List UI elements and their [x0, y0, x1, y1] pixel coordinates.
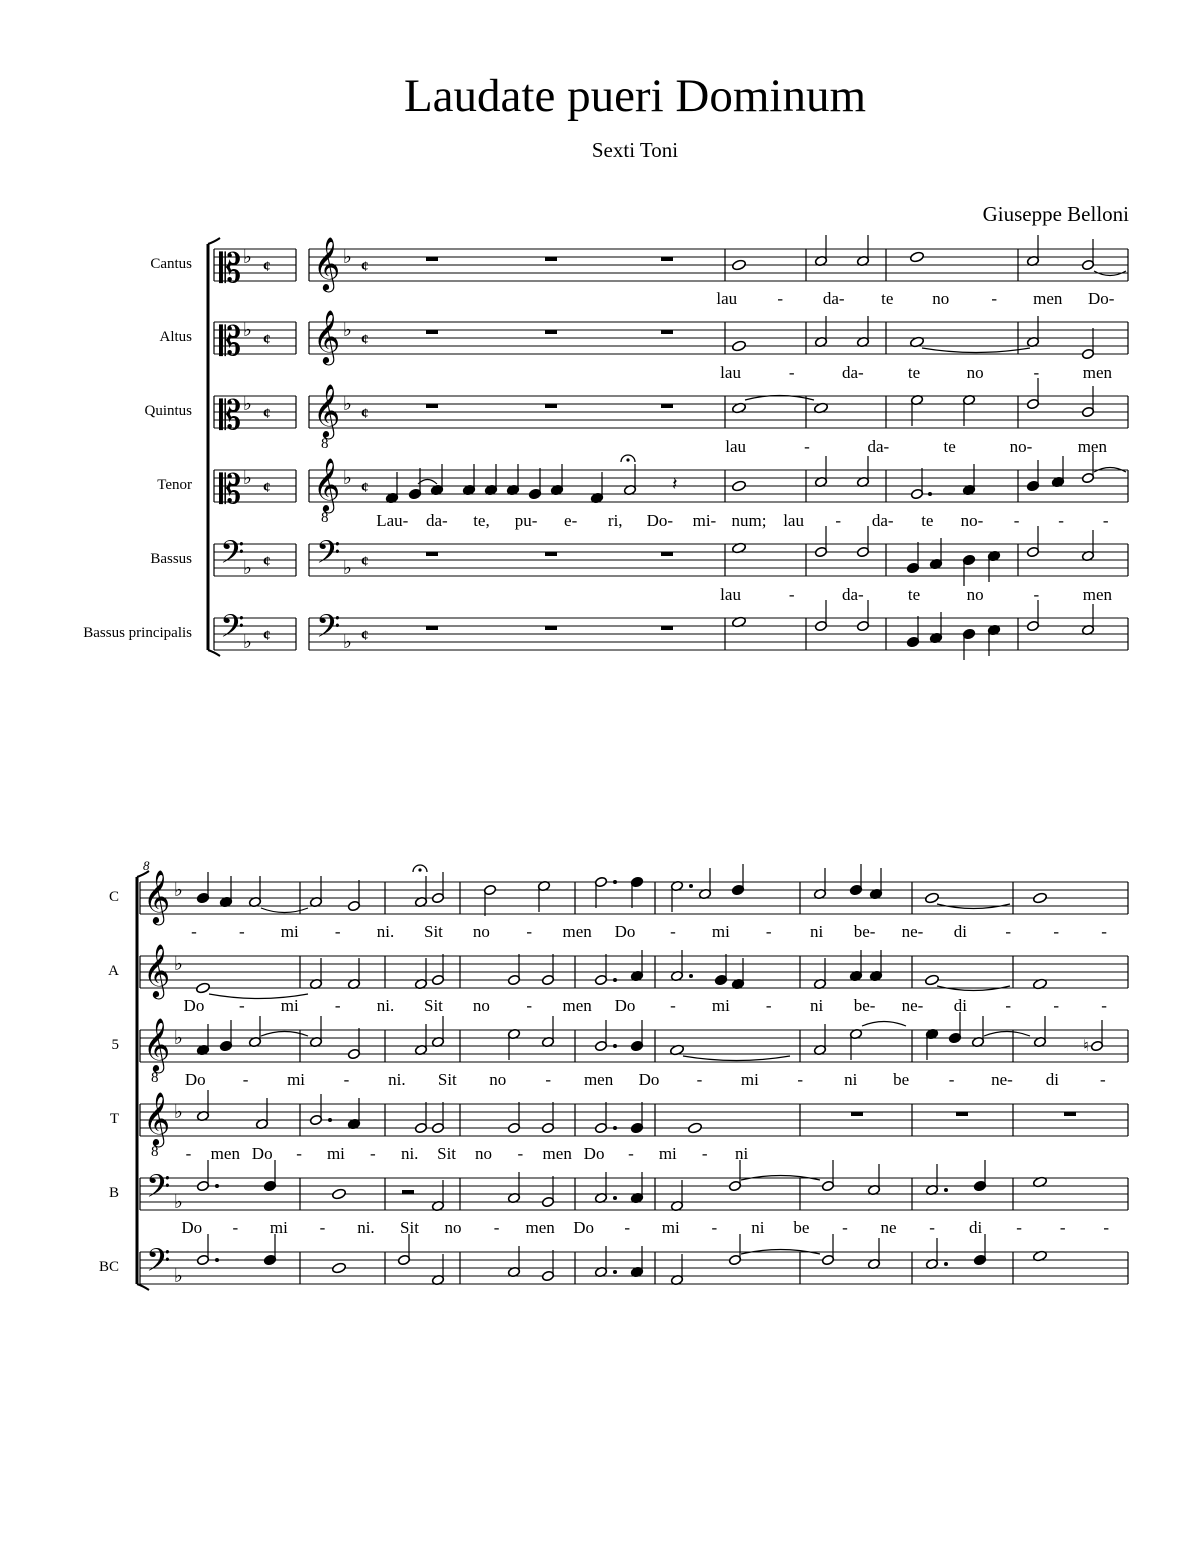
lyric-syllable: pu-	[514, 511, 538, 530]
bracket-hook	[208, 650, 220, 656]
flat-icon: ♭	[243, 557, 252, 579]
lyric-syllable: -	[1005, 996, 1012, 1015]
rest	[661, 552, 673, 556]
flat-icon: ♭	[174, 1101, 183, 1123]
lyric-syllable: -	[804, 437, 810, 456]
half-rest	[402, 1190, 414, 1194]
lyric-syllable: da-	[867, 437, 890, 456]
lyric-syllable: ni.	[357, 1218, 375, 1237]
lyric-syllable: ni.	[376, 996, 395, 1015]
augmentation-dot	[613, 880, 617, 884]
lyric-syllable: -	[296, 1144, 302, 1163]
lyric-syllable: Do-	[646, 511, 674, 530]
lyric-syllable: ne-	[901, 996, 924, 1015]
tie	[261, 908, 308, 913]
note	[732, 480, 747, 492]
lyric-syllable: ni.	[376, 922, 395, 941]
note	[332, 1188, 347, 1200]
flat-icon: ♭	[174, 1027, 183, 1049]
note	[910, 251, 925, 263]
lyric-syllable: te	[943, 437, 956, 456]
lyric-syllable: ni	[810, 996, 824, 1015]
quarter-rest-icon: 𝄽	[672, 474, 678, 495]
augmentation-dot	[215, 1258, 219, 1262]
lyric-syllable: Do	[638, 1070, 660, 1089]
lyric-syllable: -	[1053, 996, 1059, 1015]
lyric-syllable: da-	[841, 585, 864, 604]
flat-icon: ♭	[174, 953, 183, 975]
lyric-syllable: -	[991, 289, 998, 308]
flat-icon: ♭	[343, 557, 352, 579]
lyric-syllable: mi-	[692, 511, 717, 530]
rest	[661, 257, 673, 261]
part-name: Altus	[159, 329, 192, 345]
part-abbreviation: A	[108, 963, 119, 979]
flat-icon: ♭	[174, 1191, 183, 1213]
part-name: Quintus	[144, 403, 192, 419]
note	[196, 982, 211, 994]
lyric-syllable: e-	[564, 511, 578, 530]
lyric-syllable: -	[765, 996, 772, 1015]
treble-clef-icon: 𝄞	[143, 869, 171, 923]
rest	[426, 626, 438, 630]
lyric-syllable: no-	[1009, 437, 1033, 456]
lyric-syllable: men	[525, 1218, 555, 1237]
flat-icon: ♭	[243, 393, 252, 415]
note	[732, 340, 747, 352]
system-1	[83, 235, 1128, 660]
lyric-syllable: mi	[711, 996, 730, 1015]
lyric-syllable: mi	[740, 1070, 759, 1089]
lyric-syllable: -	[545, 1070, 551, 1089]
cut-time-icon: ¢	[361, 259, 369, 275]
lyric-syllable: mi	[326, 1144, 345, 1163]
tie	[922, 348, 1030, 353]
lyric-syllable: -	[232, 1218, 239, 1237]
lyric-syllable: -	[242, 1070, 249, 1089]
bass-clef-icon: 𝄢	[146, 1242, 171, 1286]
lyric-syllable: -	[624, 1218, 631, 1237]
lyric-syllable: lau	[720, 585, 741, 604]
lyric-syllable: -	[319, 1218, 326, 1237]
lyric-syllable: di	[953, 996, 967, 1015]
rest	[851, 1112, 863, 1116]
augmentation-dot	[944, 1188, 948, 1192]
treble-clef-icon: 𝄞	[313, 383, 341, 437]
augmentation-dot	[613, 1270, 617, 1274]
lyric-syllable: men	[542, 1144, 572, 1163]
bass-clef-icon: 𝄢	[316, 608, 341, 652]
part-name: Bassus principalis	[83, 625, 192, 641]
lyric-syllable: Do	[583, 1144, 605, 1163]
lyric-syllable: -	[1033, 363, 1040, 382]
lyric-syllable: Sit	[437, 1070, 457, 1089]
augmentation-dot	[689, 974, 693, 978]
cut-time-icon: ¢	[361, 406, 369, 422]
lyric-syllable: men	[583, 1070, 614, 1089]
lyric-syllable: ni	[844, 1070, 858, 1089]
lyric-syllable: ni.	[400, 1144, 419, 1163]
cut-time-icon: ¢	[263, 480, 271, 496]
lyric-syllable: -	[628, 1144, 634, 1163]
rest	[426, 330, 438, 334]
lyric-syllable: -	[711, 1218, 718, 1237]
lyric-syllable: -	[701, 1144, 708, 1163]
rest	[1064, 1112, 1076, 1116]
lyric-syllable: no	[966, 585, 984, 604]
flat-icon: ♭	[174, 879, 183, 901]
lyric-syllable: lau	[783, 511, 804, 530]
lyric-syllable: ni	[810, 922, 824, 941]
lyric-syllable: no	[932, 289, 950, 308]
fermata-dot	[626, 458, 629, 461]
c-clef-icon: 𝄡	[219, 319, 242, 365]
lyric-syllable: Do	[184, 1070, 206, 1089]
lyric-syllable: -	[1005, 922, 1012, 941]
rest	[545, 257, 557, 261]
lyric-syllable: ni.	[388, 1070, 406, 1089]
lyric-syllable: -	[1101, 996, 1107, 1015]
lyric-syllable: -	[670, 996, 676, 1015]
lyric-syllable: Do	[614, 996, 636, 1015]
flat-icon: ♭	[243, 319, 252, 341]
rest	[661, 626, 673, 630]
lyric-syllable: -	[343, 1070, 350, 1089]
treble-clef-icon: 𝄞	[313, 457, 341, 511]
lyric-syllable: lau	[716, 289, 738, 308]
lyric-syllable: di	[968, 1218, 983, 1237]
lyric-syllable: mi	[658, 1144, 677, 1163]
lyric-syllable: Do	[573, 1218, 595, 1237]
octave-marker: 8	[151, 1070, 159, 1086]
lyric-syllable: te	[881, 289, 894, 308]
lyric-syllable: men	[1033, 289, 1063, 308]
cut-time-icon: ¢	[361, 332, 369, 348]
flat-icon: ♭	[243, 467, 252, 489]
octave-marker: 8	[321, 436, 329, 452]
fermata-dot	[418, 868, 421, 871]
lyric-syllable: te	[921, 511, 934, 530]
part-name: Bassus	[150, 551, 192, 567]
lyric-syllable: -	[1016, 1218, 1022, 1237]
part-abbreviation: C	[108, 889, 119, 905]
flat-icon: ♭	[243, 246, 252, 268]
augmentation-dot	[613, 978, 617, 982]
system-2	[99, 858, 1128, 1290]
octave-marker: 8	[151, 1144, 159, 1160]
lyric-syllable: Sit	[423, 996, 443, 1015]
lyric-syllable: da-	[426, 511, 448, 530]
c-clef-icon: 𝄡	[219, 246, 242, 292]
flat-icon: ♭	[343, 319, 352, 341]
lyric-syllable: -	[1101, 922, 1107, 941]
treble-clef-icon: 𝄞	[143, 943, 171, 997]
treble-clef-icon: 𝄞	[313, 236, 341, 290]
cut-time-icon: ¢	[361, 480, 369, 496]
composer-name: Giuseppe Belloni	[982, 202, 1129, 226]
lyric-syllable: ne	[880, 1218, 897, 1237]
lyric-syllable: -	[1103, 1218, 1110, 1237]
lyric-syllable: te	[907, 363, 921, 382]
flat-icon: ♭	[174, 1265, 183, 1287]
augmentation-dot	[928, 492, 932, 496]
score-subtitle: Sexti Toni	[591, 138, 679, 162]
lyric-syllable: men	[210, 1144, 240, 1163]
lyric-syllable: no	[474, 1144, 492, 1163]
lyric-syllable: Sit	[423, 922, 443, 941]
lyric-syllable: -	[1013, 511, 1020, 530]
part-name: Cantus	[150, 256, 192, 272]
part-name: Tenor	[157, 477, 192, 493]
lyric-syllable: -	[239, 922, 245, 941]
flat-icon: ♭	[343, 467, 352, 489]
rest	[426, 257, 438, 261]
augmentation-dot	[215, 1184, 219, 1188]
measure-number: 8	[143, 858, 150, 873]
lyric-syllable: Do-	[1088, 289, 1115, 308]
rest	[545, 330, 557, 334]
cut-time-icon: ¢	[361, 554, 369, 570]
cut-time-icon: ¢	[361, 628, 369, 644]
lyric-syllable: -	[1053, 922, 1059, 941]
augmentation-dot	[613, 1044, 617, 1048]
rest	[426, 552, 438, 556]
note	[1033, 892, 1048, 904]
lyric-syllable: mi	[280, 996, 299, 1015]
lyric-syllable: di	[1045, 1070, 1059, 1089]
lyric-syllable: men	[1082, 585, 1113, 604]
lyric-syllable: -	[788, 585, 795, 604]
cut-time-icon: ¢	[263, 628, 271, 644]
lyric-syllable: be	[893, 1070, 910, 1089]
lyric-syllable: men	[562, 922, 592, 941]
lyric-syllable: Do	[183, 996, 205, 1015]
lyric-syllable: mi	[287, 1070, 306, 1089]
c-clef-icon: 𝄡	[219, 467, 242, 513]
lyric-syllable: no-	[960, 511, 984, 530]
lyric-syllable: ni	[751, 1218, 765, 1237]
cut-time-icon: ¢	[263, 406, 271, 422]
lyric-syllable: -	[765, 922, 772, 941]
lyric-syllable: te,	[473, 511, 490, 530]
note	[732, 259, 747, 271]
lyric-syllable: -	[797, 1070, 804, 1089]
lyric-syllable: Do	[614, 922, 636, 941]
part-abbreviation: 5	[111, 1037, 119, 1053]
lyric-syllable: da-	[841, 363, 864, 382]
bass-clef-icon: 𝄢	[146, 1168, 171, 1212]
lyric-syllable: -	[1058, 511, 1064, 530]
part-abbreviation: B	[108, 1185, 119, 1201]
lyric-syllable: -	[1059, 1218, 1066, 1237]
lyric-syllable: num;	[731, 511, 767, 530]
rest	[956, 1112, 968, 1116]
rest	[661, 330, 673, 334]
lyric-syllable: ni	[734, 1144, 749, 1163]
lyric-syllable: mi	[269, 1218, 288, 1237]
note	[332, 1262, 347, 1274]
lyric-syllable: di	[953, 922, 967, 941]
tie	[984, 1032, 1030, 1037]
lyric-syllable: -	[948, 1070, 955, 1089]
part-abbreviation: T	[109, 1111, 119, 1127]
lyric-syllable: men	[1082, 363, 1113, 382]
bass-clef-icon: 𝄢	[220, 534, 245, 578]
lyric-syllable: -	[334, 996, 341, 1015]
treble-clef-icon: 𝄞	[143, 1091, 171, 1145]
augmentation-dot	[613, 1196, 617, 1200]
lyric-syllable: lau	[720, 363, 741, 382]
tie	[862, 1022, 906, 1027]
score-title: Laudate pueri Dominum	[403, 70, 867, 122]
lyric-syllable: men	[1077, 437, 1107, 456]
lyric-syllable: Lau-	[376, 511, 409, 530]
lyric-syllable: Do	[251, 1144, 273, 1163]
lyric-syllable: -	[185, 1144, 192, 1163]
part-abbreviation: BC	[98, 1259, 119, 1275]
lyric-syllable: no	[444, 1218, 462, 1237]
lyric-syllable: -	[1033, 585, 1040, 604]
lyric-syllable: ri,	[607, 511, 623, 530]
rest	[545, 626, 557, 630]
treble-clef-icon: 𝄞	[143, 1017, 171, 1071]
lyric-syllable: da-	[822, 289, 845, 308]
rest	[426, 404, 438, 408]
note	[688, 1122, 703, 1134]
lyric-syllable: no	[472, 996, 490, 1015]
lyric-syllable: -	[788, 363, 795, 382]
treble-clef-icon: 𝄞	[313, 309, 341, 363]
flat-icon: ♭	[343, 246, 352, 268]
lyric-syllable: Sit	[400, 1218, 419, 1237]
tie	[418, 480, 437, 485]
augmentation-dot	[328, 1118, 332, 1122]
lyric-syllable: -	[191, 922, 197, 941]
lyric-syllable: ne-	[901, 922, 924, 941]
flat-icon: ♭	[343, 393, 352, 415]
rest	[545, 404, 557, 408]
flat-icon: ♭	[243, 631, 252, 653]
lyric-syllable: -	[835, 511, 842, 530]
lyric-syllable: da-	[871, 511, 894, 530]
natural-icon: ♮	[1083, 1036, 1089, 1055]
lyric-syllable: -	[696, 1070, 703, 1089]
lyric-syllable: -	[334, 922, 341, 941]
cut-time-icon: ¢	[263, 554, 271, 570]
lyric-syllable: -	[842, 1218, 848, 1237]
lyric-syllable: -	[1099, 1070, 1106, 1089]
lyric-syllable: -	[517, 1144, 524, 1163]
lyric-syllable: mi	[280, 922, 299, 941]
augmentation-dot	[689, 884, 693, 888]
lyric-syllable: Sit	[437, 1144, 457, 1163]
tie	[683, 1056, 790, 1061]
bass-clef-icon: 𝄢	[220, 608, 245, 652]
lyric-syllable: mi	[711, 922, 730, 941]
lyric-syllable: be	[793, 1218, 810, 1237]
augmentation-dot	[613, 1126, 617, 1130]
lyric-syllable: no	[966, 363, 984, 382]
c-clef-icon: 𝄡	[219, 393, 242, 439]
lyric-syllable: mi	[661, 1218, 680, 1237]
tie	[261, 1032, 308, 1037]
lyric-syllable: -	[493, 1218, 500, 1237]
cut-time-icon: ¢	[263, 332, 271, 348]
lyric-syllable: -	[929, 1218, 935, 1237]
lyric-syllable: -	[1102, 511, 1109, 530]
lyric-syllable: lau	[725, 437, 747, 456]
flat-icon: ♭	[343, 631, 352, 653]
lyric-syllable: -	[670, 922, 676, 941]
cut-time-icon: ¢	[263, 259, 271, 275]
lyric-syllable: Do	[181, 1218, 203, 1237]
lyric-syllable: te	[907, 585, 921, 604]
rest	[661, 404, 673, 408]
lyric-syllable: -	[526, 996, 533, 1015]
bass-clef-icon: 𝄢	[316, 534, 341, 578]
lyric-syllable: no	[489, 1070, 507, 1089]
lyric-syllable: be-	[853, 922, 876, 941]
lyric-syllable: ne-	[991, 1070, 1013, 1089]
octave-marker: 8	[321, 510, 329, 526]
note	[925, 974, 940, 986]
lyric-syllable: -	[239, 996, 245, 1015]
augmentation-dot	[944, 1262, 948, 1266]
lyric-syllable: be-	[853, 996, 876, 1015]
lyric-syllable: men	[562, 996, 592, 1015]
note	[925, 892, 940, 904]
lyric-syllable: -	[369, 1144, 376, 1163]
lyric-syllable: -	[526, 922, 533, 941]
lyric-syllable: no	[472, 922, 490, 941]
rest	[545, 552, 557, 556]
bracket-hook	[208, 238, 220, 244]
lyric-syllable: -	[777, 289, 784, 308]
